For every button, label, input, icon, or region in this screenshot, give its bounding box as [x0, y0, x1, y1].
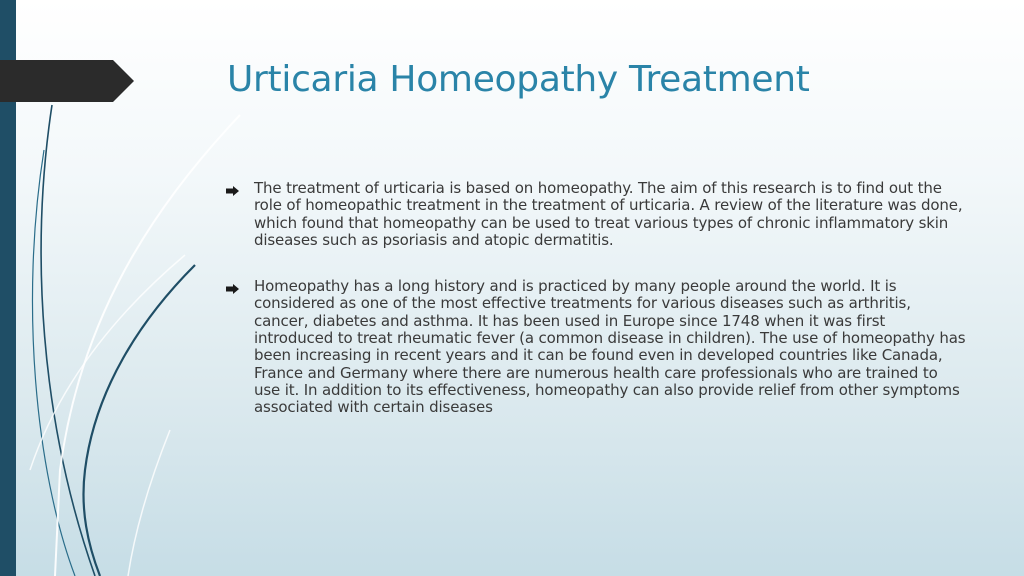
bullet-item — [226, 180, 966, 249]
title-arrow-shape — [0, 60, 134, 102]
bullet-item — [226, 278, 966, 416]
arrow-right-icon — [226, 278, 254, 299]
bullet-text: The treatment of urticaria is based on homeopathy. The aim of this research is to find out the role of homeopathic treatment in the treatment of urticaria. A review of the literature was done, which found that homeopathy can be used to treat various types of chronic inflammatory skin diseases such as psoriasis and atopic dermatitis. — [254, 179, 963, 249]
slide-body — [226, 180, 966, 446]
slide-title: Urticaria Homeopathy Treatment — [227, 59, 810, 100]
arrow-right-icon — [226, 180, 254, 201]
bullet-text: Homeopathy has a long history and is practiced by many people around the world. It is considered as one of the most effective treatments for various diseases such as arthritis, cancer, diabetes and asthma. It has been used in Europe since 1748 when it was first introduced to treat rheumatic fever (a common disease in children). The use of homeopathy has been increasing in recent years and it can be found even in developed countries like Canada, France and Germany where there are numerous health care professionals who are trained to use it. In addition to its effectiveness, homeopathy can also provide relief from other symptoms associated with certain diseases — [254, 277, 966, 417]
